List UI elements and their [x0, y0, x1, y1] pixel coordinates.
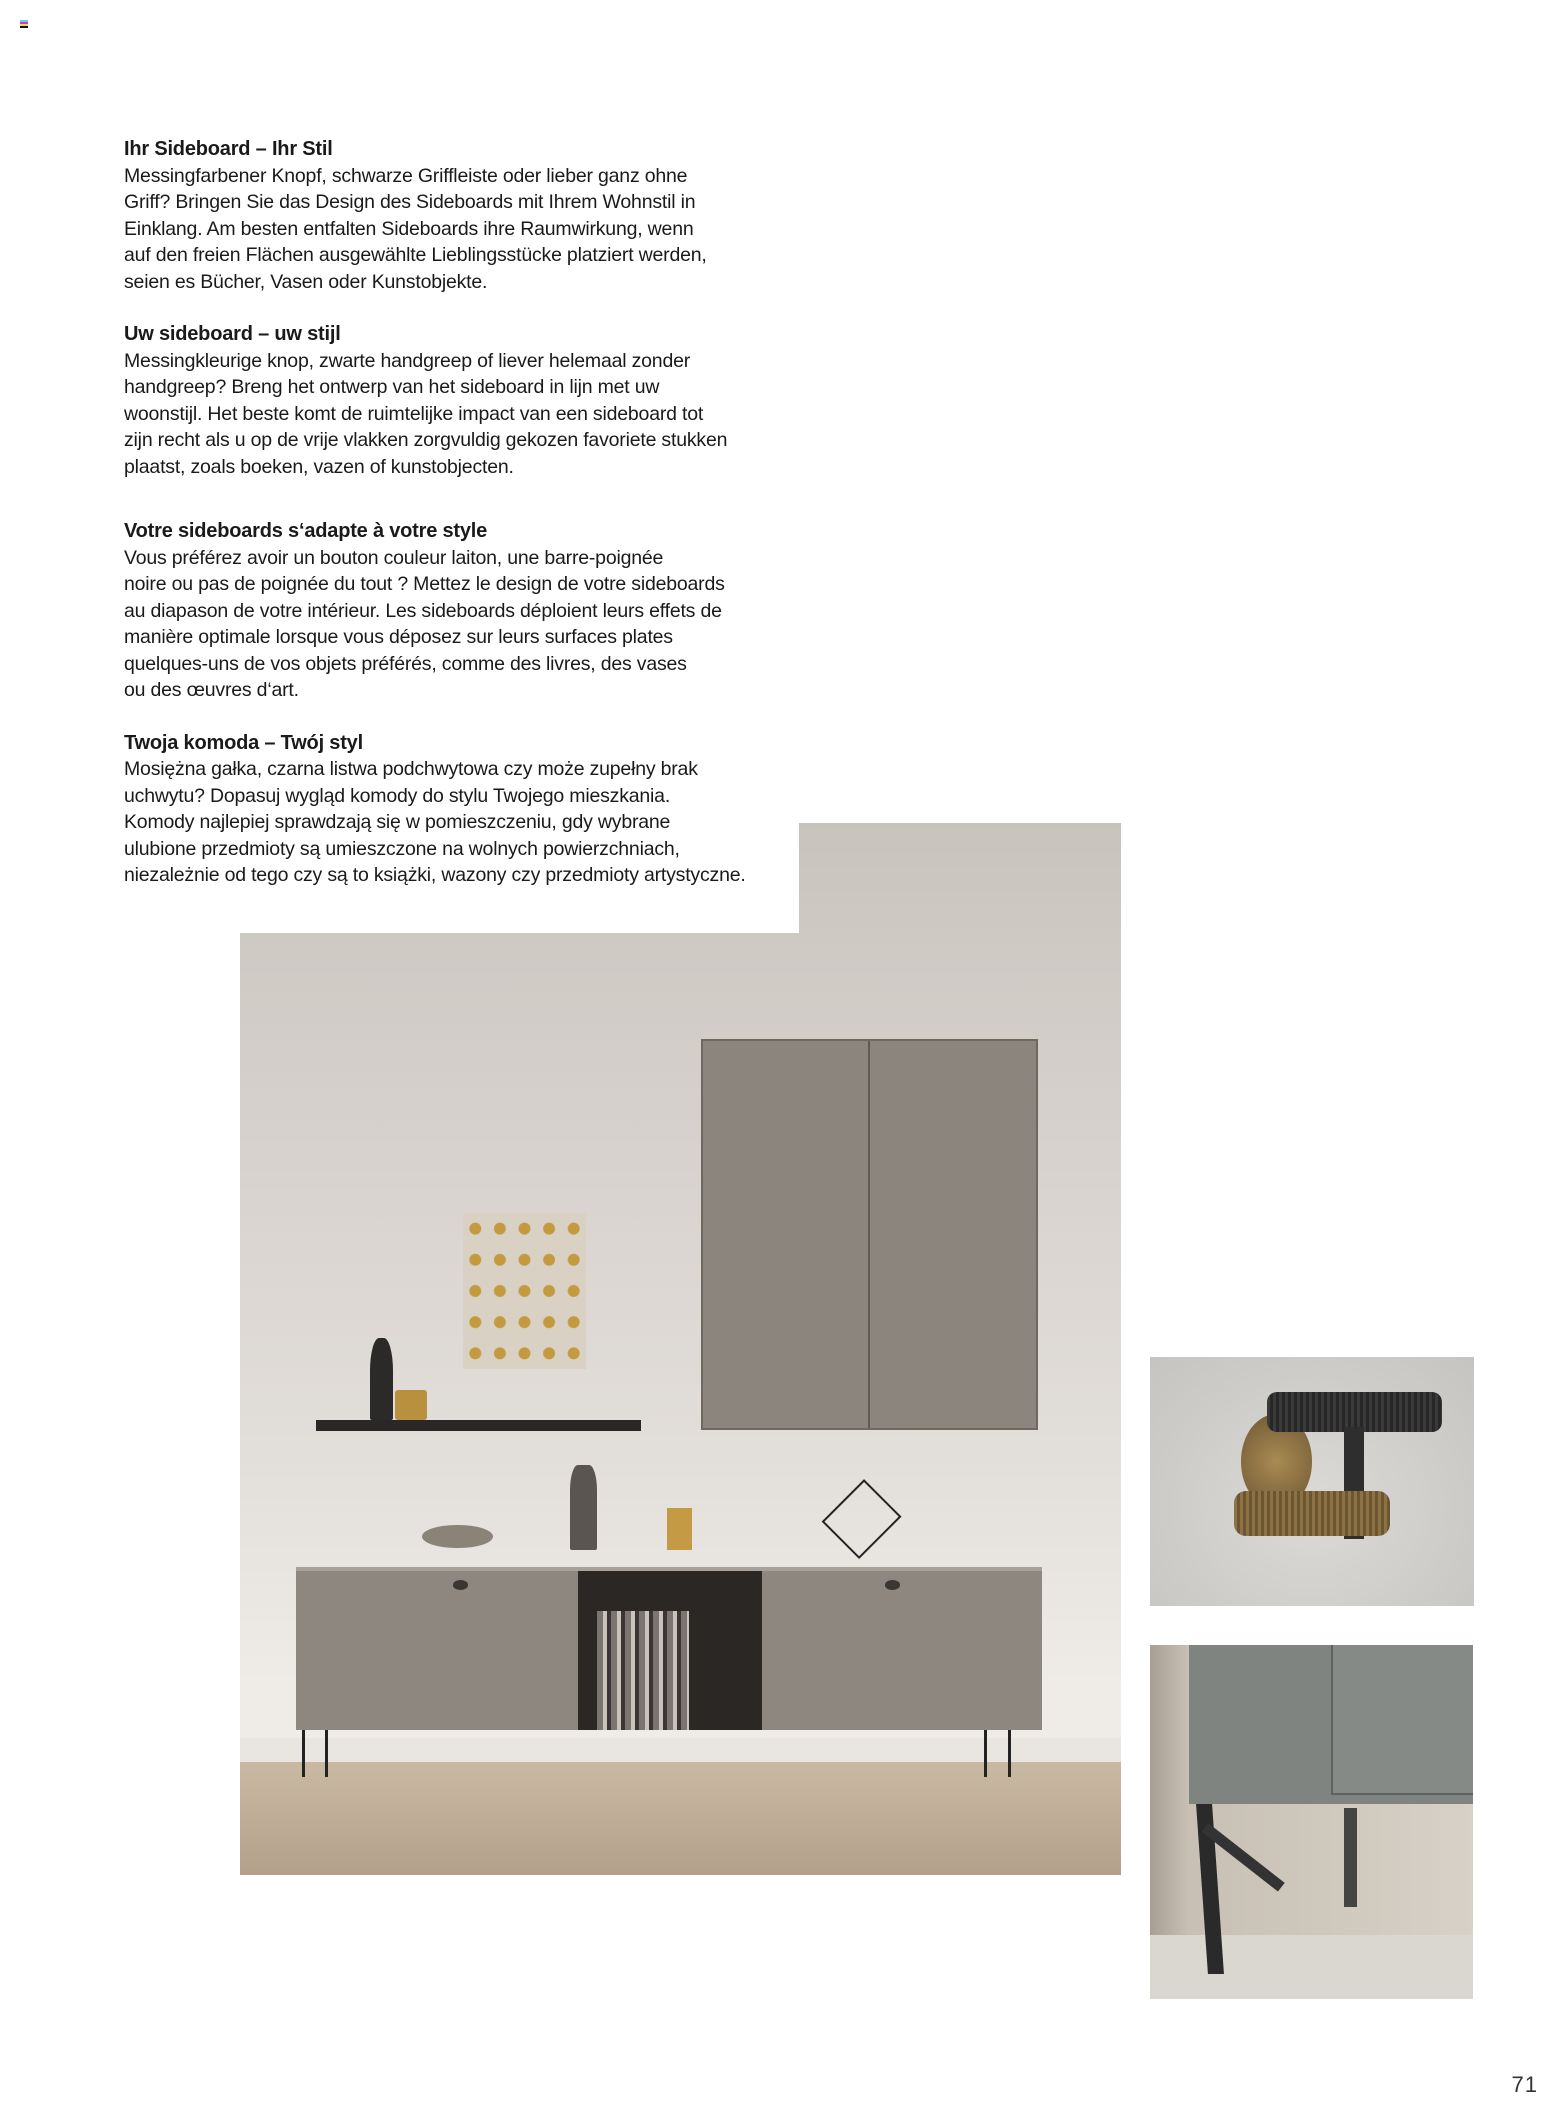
brass-knurled-handle [1234, 1491, 1390, 1536]
section-body: Mosiężna gałka, czarna listwa podchwytowa czy może zupełny brak uchwytu? Dopasuj wygląd komody do stylu Twojego mieszkania. Komody najlepiej sprawdzają się w pomieszczeniu, gdy wybrane ulubione przedmioty są umieszczone na wolnych powierzchniach, niezależnie od tego czy są to książki, wazony czy przedmioty artystyczne. [124, 758, 746, 886]
black-knurled-handle [1267, 1392, 1442, 1432]
section-polish [124, 730, 794, 889]
section-heading: Votre sideboards s‘adapte à votre style [124, 520, 488, 542]
geometric-sculpture [821, 1479, 901, 1559]
books [597, 1611, 689, 1730]
knob-left [453, 1580, 468, 1590]
sideboard-room-photo [240, 933, 1121, 1875]
wall-art-panel [463, 1213, 586, 1369]
section-heading: Twoja komoda – Twój styl [124, 731, 363, 754]
knob-detail-photo [1150, 1357, 1474, 1606]
sideboard [296, 1567, 1041, 1730]
section-body: Vous préférez avoir un bouton couleur laiton, une barre-poignée noire ou pas de poignée du tout ? Mettez le design de votre sideboards au diapason de votre intérieur. Les sideboards déploient leurs effets de manière optimale lorsque vous déposez sur leurs surfaces plates quelques-uns de vos objets préférés, comme des livres, des vases ou des œuvres d‘art. [124, 546, 725, 701]
wall-shelf [316, 1420, 641, 1431]
stone-bowl [422, 1525, 492, 1549]
sideboard-body [1189, 1645, 1473, 1804]
black-vase [370, 1338, 393, 1420]
brass-bowl [395, 1390, 427, 1420]
sideboard-leg-right [984, 1730, 1010, 1777]
section-body: Messingfarbener Knopf, schwarze Griffleiste oder lieber ganz ohne Griff? Bringen Sie das Design des Sideboards mit Ihrem Wohnstil in Einklang. Am besten entfalten Sideboards ihre Raumwirkung, wenn auf den freien Flächen ausgewählte Lieblingsstücke platziert werden, seien es Bücher, Vasen oder Kunstobjekte. [124, 164, 707, 293]
section-french [124, 518, 794, 704]
cabinet-door-split [868, 1041, 870, 1428]
print-color-marks [20, 20, 28, 28]
wood-floor [240, 1762, 1121, 1875]
text-column [124, 136, 794, 915]
glass-bottle [570, 1465, 596, 1550]
knob-right [885, 1580, 900, 1590]
page-number: 71 [1511, 2072, 1538, 2097]
sideboard-leg-left [302, 1730, 328, 1777]
open-compartment [578, 1571, 762, 1730]
section-heading: Uw sideboard – uw stijl [124, 323, 341, 345]
floor-tiles [1150, 1935, 1473, 1999]
leg-back [1344, 1808, 1357, 1907]
section-body: Messingkleurige knop, zwarte handgreep of liever helemaal zonder handgreep? Breng het ontwerp van het sideboard in lijn met uw woonstijl. Het beste komt de ruimtelijke impact van een sideboard tot zijn recht als u op de vrije vlakken zorgvuldig gekozen favoriete stukken plaatst, zoals boeken, vazen of kunstobjecten. [124, 349, 728, 478]
section-heading: Ihr Sideboard – Ihr Stil [124, 138, 333, 160]
section-german [124, 136, 794, 295]
wall-cabinet [701, 1039, 1038, 1430]
sideboard-door [1331, 1645, 1473, 1795]
sideboard-photo-top-extension [799, 823, 1121, 935]
leg-detail-photo [1150, 1645, 1473, 1999]
section-dutch [124, 321, 794, 480]
brass-cups [667, 1508, 692, 1550]
